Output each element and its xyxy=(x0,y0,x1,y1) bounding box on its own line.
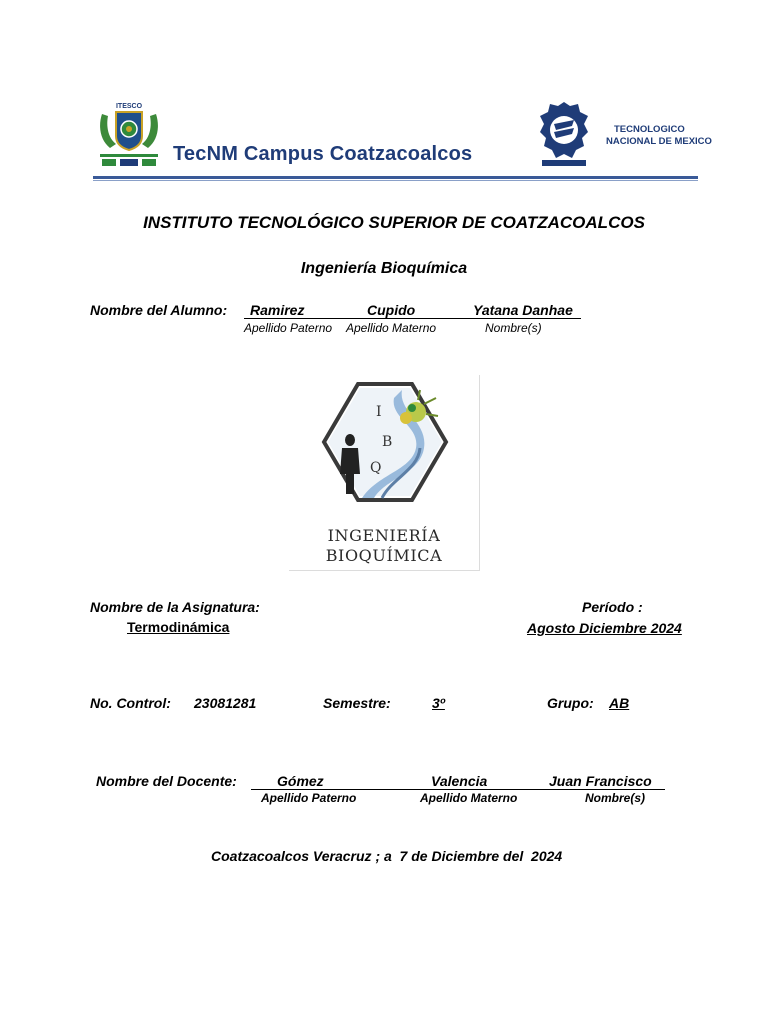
emblem-caption-line1: INGENIERÍA xyxy=(327,526,441,545)
header-divider-thin xyxy=(93,180,698,181)
student-nombre: Yatana Danhae xyxy=(473,302,573,318)
emblem-letter-q: Q xyxy=(370,460,382,476)
tecnm-wordmark xyxy=(606,124,712,148)
subject-label: Nombre de la Asignatura: xyxy=(90,599,260,615)
teacher-caption-materno: Apellido Materno xyxy=(420,791,518,805)
student-caption-materno: Apellido Materno xyxy=(346,321,437,335)
emblem-caption-line2: BIOQUÍMICA xyxy=(325,546,443,565)
tecnm-wordmark-line2: NACIONAL DE MEXICO xyxy=(606,136,712,147)
tecnm-wordmark-line1: TECNOLOGICO xyxy=(614,124,685,135)
student-paterno: Ramirez xyxy=(250,302,305,318)
emblem-letter-i: I xyxy=(376,404,382,420)
group-label: Grupo: xyxy=(547,695,594,711)
career-title: Ingeniería Bioquímica xyxy=(300,260,468,277)
teacher-name-label: Nombre del Docente: xyxy=(96,773,237,789)
teacher-caption-paterno: Apellido Paterno xyxy=(261,791,357,805)
teacher-paterno: Gómez xyxy=(277,773,324,789)
teacher-caption-nombre: Nombre(s) xyxy=(585,791,646,805)
period-label: Período : xyxy=(582,599,643,615)
group-value: AB xyxy=(609,695,630,711)
teacher-name-underline xyxy=(251,789,665,790)
control-number-label: No. Control: xyxy=(90,695,171,711)
student-name-label: Nombre del Alumno: xyxy=(90,302,228,318)
tecnm-logo xyxy=(538,100,590,168)
teacher-materno: Valencia xyxy=(431,773,488,789)
institute-title: INSTITUTO TECNOLÓGICO SUPERIOR DE COATZACOALCOS xyxy=(143,213,645,232)
itesco-logo xyxy=(96,100,162,168)
place-and-date: Coatzacoalcos Veracruz ; a 7 de Diciembre del 2024 xyxy=(211,848,563,864)
semester-value: 3º xyxy=(432,695,445,711)
student-name-underline xyxy=(244,318,581,319)
emblem-letter-b: B xyxy=(382,434,393,450)
itesco-logo-text: ITESCO xyxy=(115,103,143,110)
campus-title: TecNM Campus Coatzacoalcos xyxy=(173,143,473,165)
student-caption-paterno: Apellido Paterno xyxy=(244,321,333,335)
header-divider xyxy=(93,176,698,179)
period-value: Agosto Diciembre 2024 xyxy=(527,620,682,636)
semester-label: Semestre: xyxy=(323,695,391,711)
bioquimica-emblem xyxy=(320,378,450,506)
control-number-value: 23081281 xyxy=(194,695,257,711)
student-caption-nombre: Nombre(s) xyxy=(485,321,542,335)
teacher-nombre: Juan Francisco xyxy=(549,773,652,789)
subject-value: Termodinámica xyxy=(127,619,230,635)
student-materno: Cupido xyxy=(367,302,416,318)
